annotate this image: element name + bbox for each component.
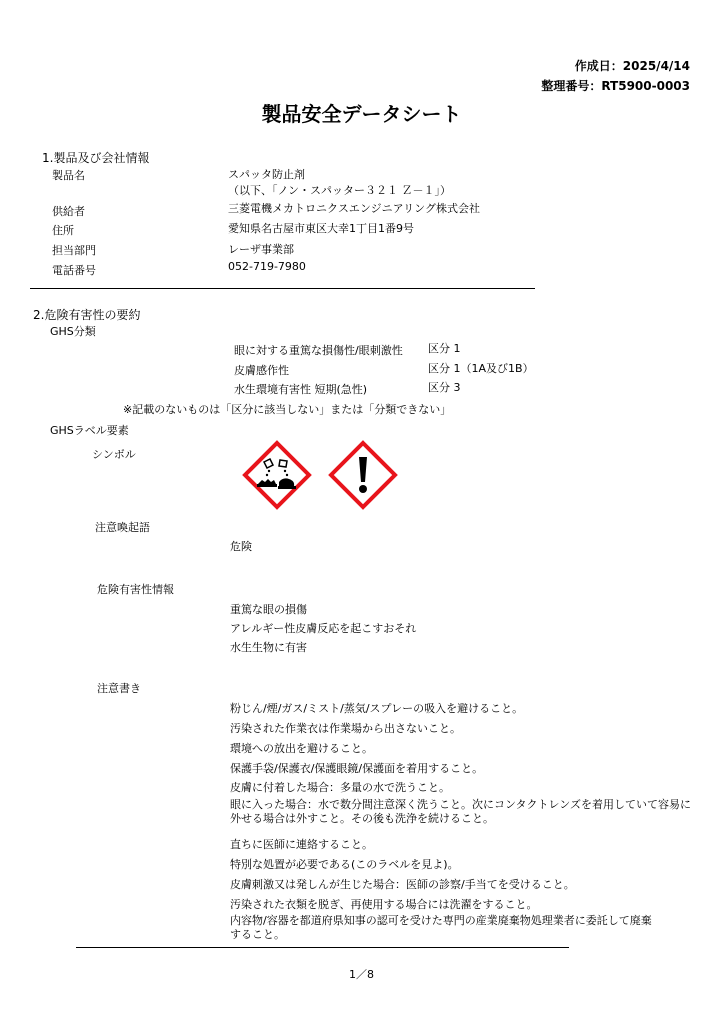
- label-phone: 電話番号: [52, 264, 96, 277]
- value-phone: 052-719-7980: [228, 260, 306, 273]
- ghs-label-elements-label: GHSラベル要素: [50, 424, 129, 437]
- hazard-statements-label: 危険有害性情報: [97, 583, 174, 596]
- label-supplier: 供給者: [52, 205, 85, 218]
- signal-word: 危険: [230, 540, 252, 553]
- signal-word-label: 注意喚起語: [95, 521, 150, 534]
- value-product-alias: （以下、「ノン・スパッター３２１ Ｚ－１」）: [228, 184, 452, 197]
- precaution-statement: 汚染された衣類を脱ぎ、再使用する場合には洗濯をすること。: [230, 898, 538, 911]
- precaution-statement: 特別な処置が必要である(このラベルを見よ)。: [230, 858, 459, 871]
- class-cat-skin: 区分 1（1A及び1B）: [428, 362, 534, 375]
- classification-note: ※記載のないものは「区分に該当しない」または「分類できない」: [123, 403, 452, 416]
- page-number: 1／8: [349, 968, 374, 981]
- ghs-classification-label: GHS分類: [50, 325, 96, 338]
- class-cat-aquatic: 区分 3: [428, 381, 461, 394]
- section2-heading: 2.危険有害性の要約: [33, 308, 141, 322]
- label-address: 住所: [52, 224, 74, 237]
- divider-section1: [30, 288, 535, 289]
- label-product-name: 製品名: [52, 169, 85, 182]
- precaution-statement: 皮膚に付着した場合：多量の水で洗うこと。: [230, 781, 450, 794]
- precaution-statement: 汚染された作業衣は作業場から出さないこと。: [230, 722, 461, 735]
- precaution-statement: すること。: [230, 928, 285, 941]
- value-address: 愛知県名古屋市東区大幸1丁目1番9号: [228, 222, 414, 235]
- class-name-eye: 眼に対する重篤な損傷性/眼刺激性: [234, 344, 403, 357]
- creation-date: 作成日：2025/4/14: [574, 59, 690, 73]
- precaution-statement: 保護手袋/保護衣/保護眼鏡/保護面を着用すること。: [230, 762, 484, 775]
- exclamation-icon: [328, 440, 398, 510]
- class-name-skin: 皮膚感作性: [234, 364, 289, 377]
- precautionary-statements-label: 注意書き: [97, 682, 141, 695]
- symbol-label: シンボル: [92, 448, 136, 461]
- precaution-statement: 眼に入った場合：水で数分間注意深く洗うこと。次にコンタクトレンズを着用していて容易に: [230, 798, 691, 811]
- hazard-statement: アレルギー性皮膚反応を起こすおそれ: [230, 622, 417, 635]
- precaution-statement: 外せる場合は外すこと。その後も洗浄を続けること。: [230, 812, 494, 825]
- value-product-name: スパッタ防止剤: [228, 168, 305, 181]
- precaution-statement: 内容物/容器を都道府県知事の認可を受けた専門の産業廃棄物処理業者に委託して廃棄: [230, 914, 652, 927]
- value-supplier: 三菱電機メカトロニクスエンジニアリング株式会社: [228, 202, 480, 215]
- reference-number: 整理番号：RT5900-0003: [541, 79, 690, 93]
- value-department: レーザ事業部: [228, 243, 294, 256]
- page-title: 製品安全データシート: [261, 102, 462, 126]
- precaution-statement: 粉じん/煙/ガス/ミスト/蒸気/スプレーの吸入を避けること。: [230, 702, 524, 715]
- precaution-statement: 皮膚刺激又は発しんが生じた場合：医師の診察/手当てを受けること。: [230, 878, 575, 891]
- hazard-statement: 重篤な眼の損傷: [230, 603, 307, 616]
- precaution-statement: 直ちに医師に連絡すること。: [230, 838, 373, 851]
- label-department: 担当部門: [52, 244, 96, 257]
- class-cat-eye: 区分 1: [428, 342, 461, 355]
- footer-divider: [76, 947, 569, 948]
- hazard-statement: 水生生物に有害: [230, 641, 307, 654]
- section1-heading: 1.製品及び会社情報: [42, 151, 150, 165]
- corrosion-icon: [242, 440, 312, 510]
- precaution-statement: 環境への放出を避けること。: [230, 742, 373, 755]
- class-name-aquatic: 水生環境有害性 短期(急性): [234, 383, 368, 396]
